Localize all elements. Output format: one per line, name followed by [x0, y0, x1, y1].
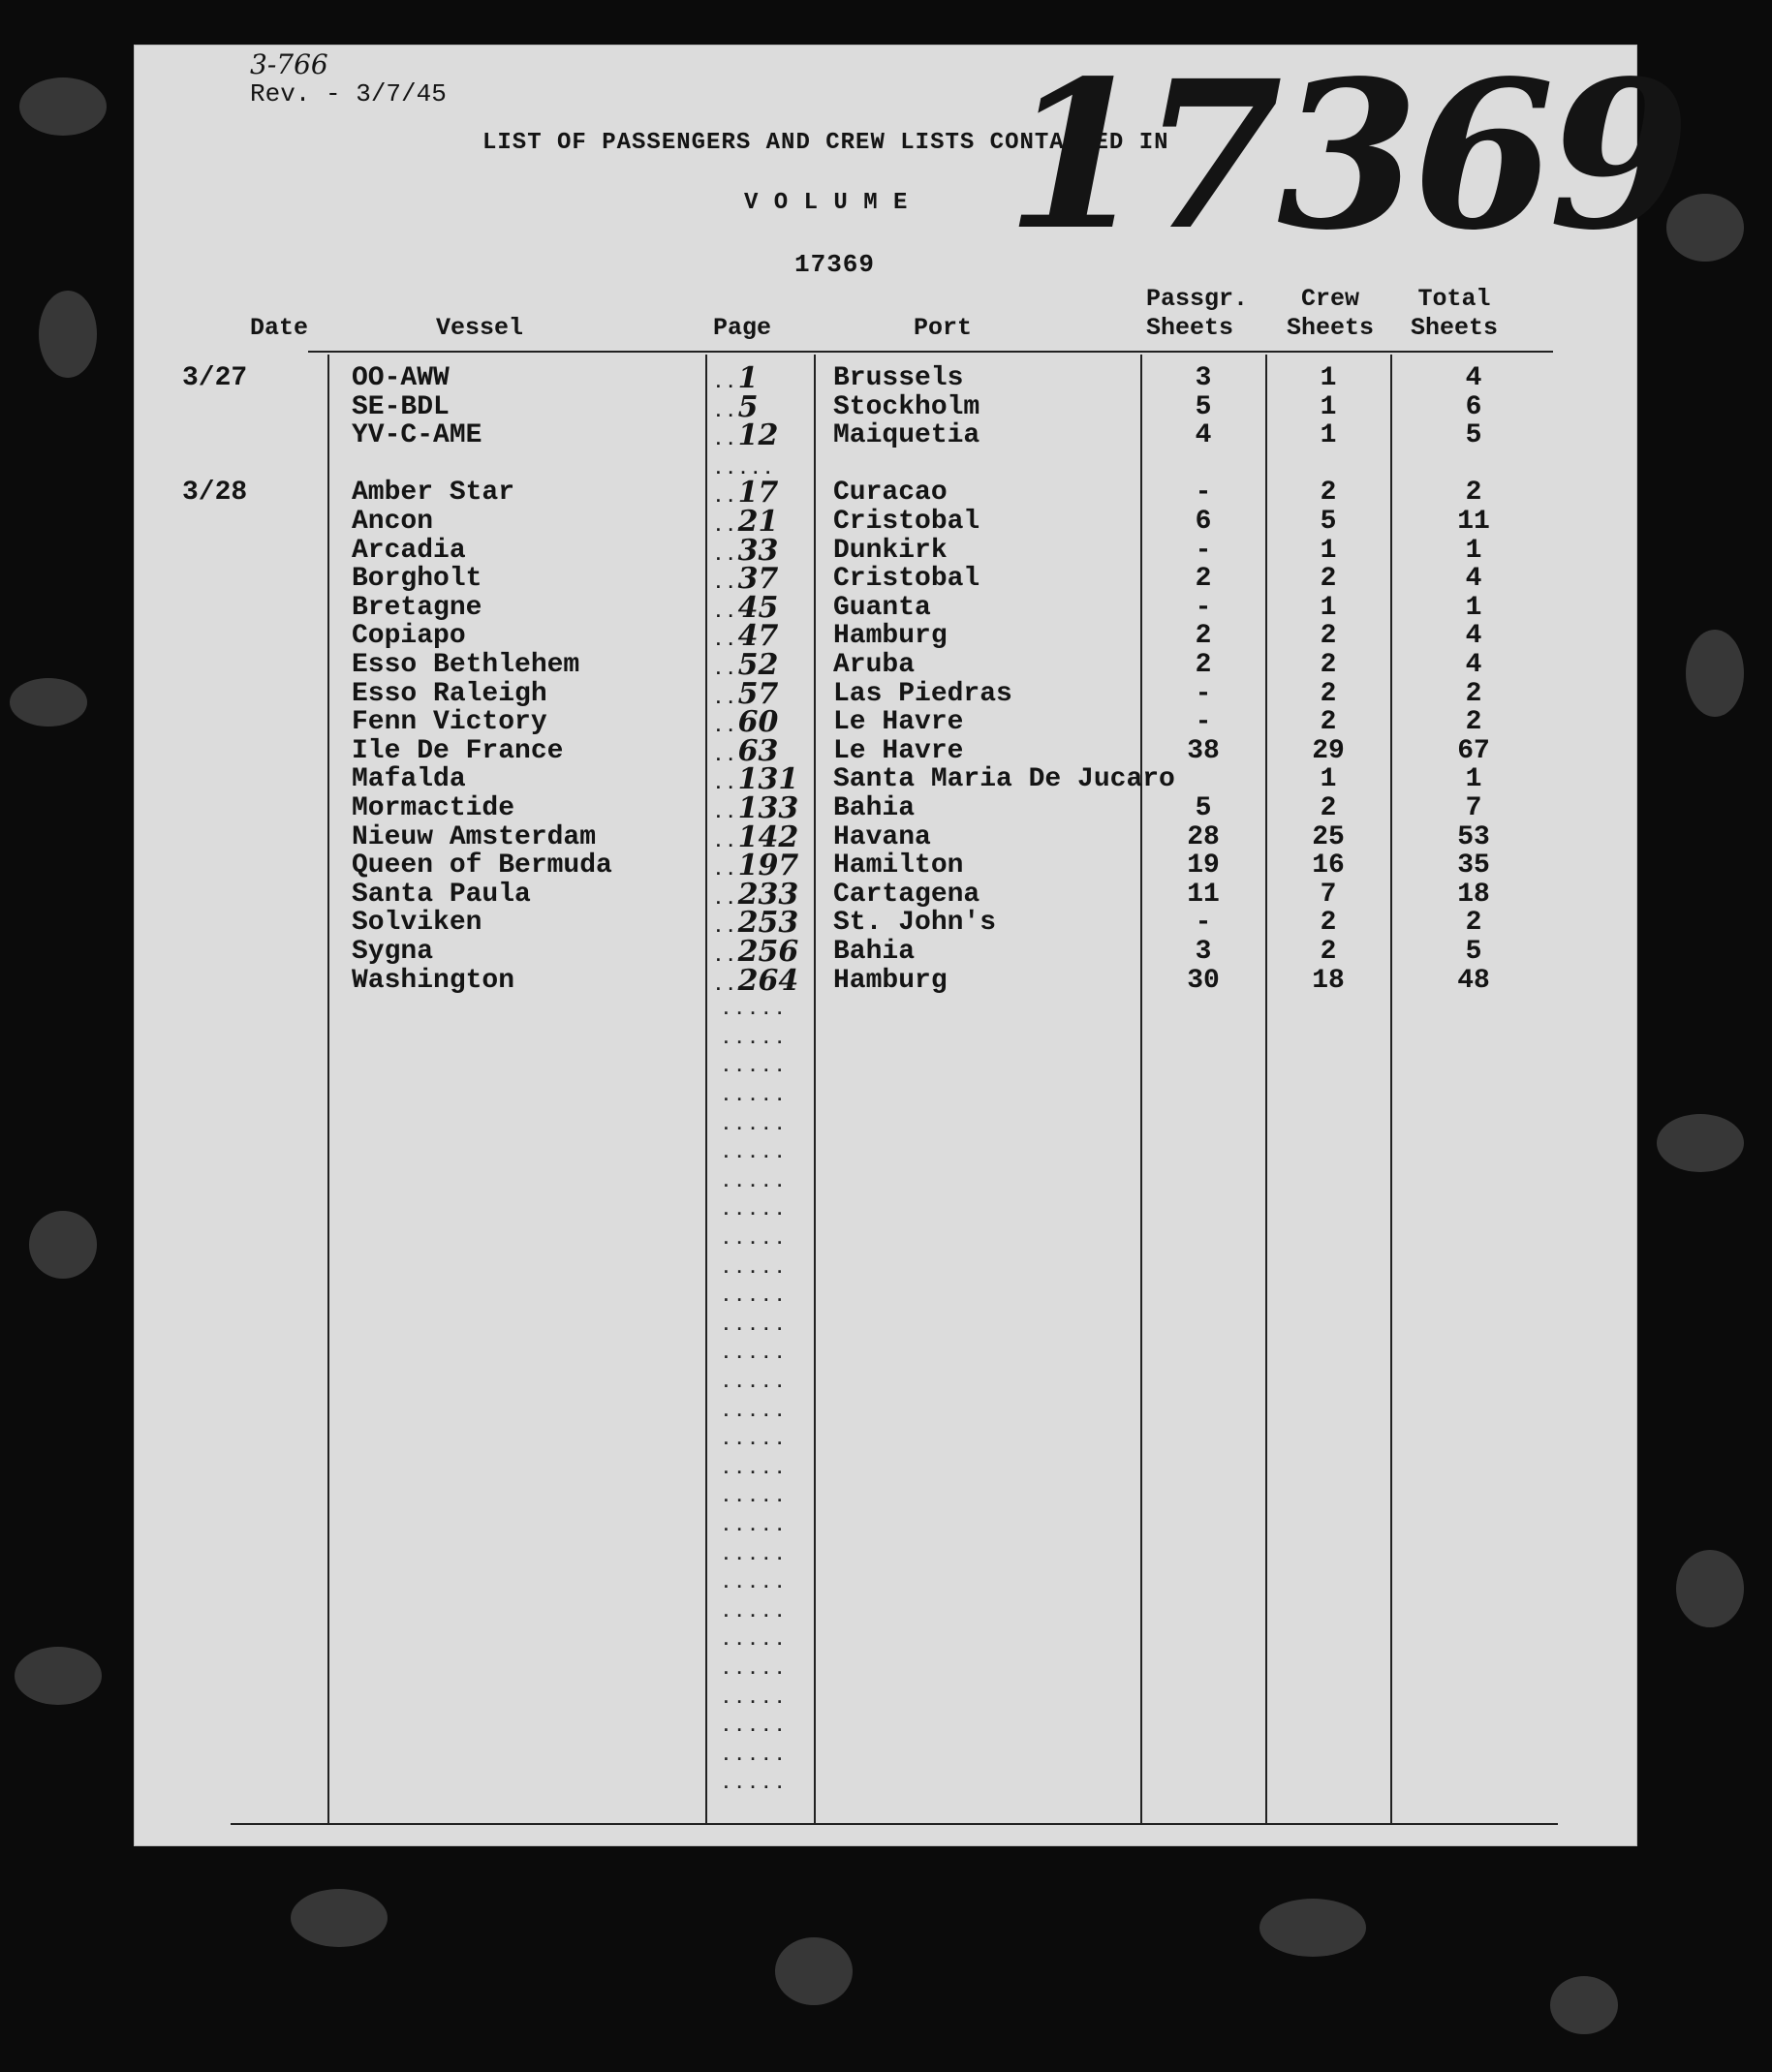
leader-dots: ..... [721, 1287, 789, 1308]
vessel-cell: Borgholt [352, 564, 482, 595]
crew-sheets-cell: 5 [1320, 507, 1337, 537]
page-number: 233 [737, 877, 799, 912]
crew-sheets-cell: 1 [1320, 363, 1337, 393]
vessel-page-divider [705, 355, 707, 1823]
leader-dots: .. [713, 661, 738, 680]
passenger-sheets-cell: 3 [1195, 363, 1212, 393]
port-cell: Dunkirk [833, 535, 948, 566]
leader-dots: ..... [721, 1717, 789, 1738]
leader-dots: ..... [721, 1574, 789, 1594]
leader-dots: ..... [721, 1631, 789, 1652]
port-cell: Le Havre [833, 707, 964, 738]
vessel-cell: Copiapo [352, 621, 466, 652]
date-vessel-divider [327, 355, 329, 1823]
page-number: 57 [737, 676, 779, 711]
leader-dots: ..... [721, 1775, 789, 1795]
total-sheets-cell: 1 [1465, 592, 1482, 623]
passenger-sheets-cell: 5 [1195, 793, 1212, 823]
total-sheets-cell: 2 [1465, 478, 1482, 509]
leader-dots: .. [713, 947, 738, 967]
total-sheets-cell: 4 [1465, 650, 1482, 680]
passenger-sheets-cell: - [1195, 908, 1212, 939]
port-cell: Hamburg [833, 621, 948, 652]
vessel-cell: Bretagne [352, 592, 482, 623]
leader-dots: ..... [721, 1688, 789, 1709]
crew-sheets-cell: 2 [1320, 678, 1337, 709]
page-port-divider [814, 355, 816, 1823]
passgr-crew-divider [1265, 355, 1267, 1823]
page-number: 142 [737, 820, 799, 854]
leader-dots: ..... [721, 1374, 789, 1393]
total-sheets-cell: 48 [1457, 965, 1490, 996]
total-sheets-cell: 6 [1465, 391, 1482, 422]
vessel-cell: Mormactide [352, 793, 515, 823]
port-cell: Cristobal [833, 507, 980, 537]
port-cell: Santa Maria De Jucaro [833, 764, 1175, 795]
leader-dots: .. [713, 775, 738, 795]
crew-total-divider [1390, 355, 1392, 1823]
port-cell: Stockholm [833, 391, 980, 422]
revision-date: Rev. - 3/7/45 [250, 79, 447, 108]
vessel-cell: Fenn Victory [352, 707, 547, 738]
leader-dots: .. [713, 804, 738, 823]
crew-sheets-cell: 2 [1320, 707, 1337, 738]
leader-dots: .. [713, 832, 738, 852]
page-number: 133 [737, 791, 799, 825]
total-sheets-cell: 5 [1465, 420, 1482, 451]
leader-dots: ..... [721, 1087, 789, 1106]
crew-sheets-cell: 2 [1320, 621, 1337, 652]
page-number: 131 [737, 762, 799, 797]
vessel-cell: Arcadia [352, 535, 466, 566]
crew-sheets-cell: 1 [1320, 764, 1337, 795]
total-sheets-cell: 35 [1457, 850, 1490, 881]
passenger-sheets-cell: 2 [1195, 650, 1212, 680]
page-title: LIST OF PASSENGERS AND CREW LISTS CONTAINED IN [482, 130, 1169, 156]
page-cell [713, 963, 799, 1002]
leader-dots: ..... [721, 1345, 789, 1365]
leader-dots: .. [713, 374, 738, 393]
leader-dots: ..... [721, 1545, 789, 1565]
leader-dots: ..... [721, 1029, 789, 1049]
leader-dots: .. [713, 746, 738, 766]
page-number: 264 [737, 963, 799, 998]
vessel-cell: Ancon [352, 507, 434, 537]
crew-sheets-cell: 1 [1320, 535, 1337, 566]
total-sheets-cell: 5 [1465, 937, 1482, 967]
port-cell: Cristobal [833, 564, 980, 595]
passenger-sheets-cell: 28 [1187, 821, 1220, 852]
total-sheets-cell: 2 [1465, 678, 1482, 709]
crew-sheets-cell: 2 [1320, 908, 1337, 939]
crew-sheets-cell: 1 [1320, 420, 1337, 451]
handwritten-volume-number: 17369 [1006, 36, 1685, 275]
total-sheets-cell: 2 [1465, 908, 1482, 939]
leader-dots: .. [713, 718, 738, 738]
leader-dots: ..... [713, 459, 776, 479]
vessel-cell: SE-BDL [352, 391, 450, 422]
total-sheets-cell: 4 [1465, 621, 1482, 652]
crew-sheets-cell: 16 [1312, 850, 1345, 881]
leader-dots: .. [713, 402, 738, 422]
volume-label: V O L U M E [744, 190, 909, 216]
column-header-total-sheets: Total Sheets [1411, 285, 1499, 342]
page-number: 21 [737, 505, 779, 539]
crew-sheets-cell: 18 [1312, 965, 1345, 996]
passenger-sheets-cell: 19 [1187, 850, 1220, 881]
total-sheets-cell: 18 [1457, 879, 1490, 910]
total-sheets-cell: 7 [1465, 793, 1482, 823]
leader-dots: ..... [721, 1459, 789, 1479]
total-sheets-cell: 1 [1465, 764, 1482, 795]
passenger-sheets-cell: 38 [1187, 735, 1220, 766]
leader-dots: ..... [721, 1746, 789, 1766]
leader-dots: ..... [721, 1431, 789, 1451]
leader-dots: .. [713, 431, 738, 451]
vessel-cell: Santa Paula [352, 879, 531, 910]
port-cell: St. John's [833, 908, 997, 939]
leader-dots: ..... [721, 1115, 789, 1135]
port-cell: Havana [833, 821, 931, 852]
total-sheets-cell: 2 [1465, 707, 1482, 738]
crew-sheets-cell: 1 [1320, 391, 1337, 422]
page-number: 45 [737, 590, 779, 625]
column-header-vessel: Vessel [436, 314, 524, 342]
column-header-passenger-sheets: Passgr. Sheets [1146, 285, 1249, 342]
vessel-cell: Esso Bethlehem [352, 650, 580, 680]
leader-dots: ..... [721, 1172, 789, 1192]
passenger-sheets-cell: 2 [1195, 564, 1212, 595]
page-number: 197 [737, 849, 799, 883]
port-cell: Las Piedras [833, 678, 1012, 709]
vessel-cell: Mafalda [352, 764, 466, 795]
leader-dots: ..... [721, 1315, 789, 1336]
leader-dots: .. [713, 574, 738, 595]
port-cell: Bahia [833, 937, 916, 967]
port-cell: Curacao [833, 478, 948, 509]
port-cell: Cartagena [833, 879, 980, 910]
port-cell: Hamilton [833, 850, 964, 881]
leader-dots: .. [713, 603, 738, 623]
vessel-cell: Washington [352, 965, 515, 996]
total-sheets-cell: 4 [1465, 363, 1482, 393]
leader-dots: .. [713, 517, 738, 537]
passenger-sheets-cell: 2 [1195, 621, 1212, 652]
passenger-sheets-cell: 4 [1195, 420, 1212, 451]
total-sheets-cell: 1 [1465, 535, 1482, 566]
leader-dots: ..... [721, 1402, 789, 1422]
page-number: 12 [737, 418, 779, 453]
crew-sheets-cell: 2 [1320, 564, 1337, 595]
column-header-page: Page [713, 314, 772, 342]
vessel-cell: Esso Raleigh [352, 678, 547, 709]
page-number: 1 [737, 361, 759, 395]
passenger-sheets-cell: 3 [1195, 937, 1212, 967]
page-number: 256 [737, 935, 799, 969]
leader-dots: .. [713, 545, 738, 566]
passenger-sheets-cell: - [1195, 707, 1212, 738]
leader-dots: ..... [721, 1001, 789, 1021]
volume-number: 17369 [794, 250, 876, 279]
vessel-cell: Amber Star [352, 478, 515, 509]
passenger-sheets-cell: 30 [1187, 965, 1220, 996]
footer-rule [231, 1823, 1558, 1825]
total-sheets-cell: 11 [1457, 507, 1490, 537]
crew-sheets-cell: 7 [1320, 879, 1337, 910]
port-cell: Aruba [833, 650, 916, 680]
page-number: 60 [737, 705, 779, 740]
total-sheets-cell: 67 [1457, 735, 1490, 766]
passenger-sheets-cell: 5 [1195, 391, 1212, 422]
total-sheets-cell: 53 [1457, 821, 1490, 852]
column-header-port: Port [914, 314, 973, 342]
page-number: 5 [737, 389, 759, 424]
leader-dots: ..... [721, 1258, 789, 1279]
leader-dots: ..... [721, 1230, 789, 1250]
page-number: 17 [737, 476, 779, 510]
crew-sheets-cell: 1 [1320, 592, 1337, 623]
date-cell: 3/28 [182, 478, 248, 509]
leader-dots: ..... [721, 1058, 789, 1078]
header-rule [308, 351, 1553, 353]
column-header-date: Date [250, 314, 309, 342]
leader-dots: ..... [721, 1201, 789, 1222]
vessel-cell: Queen of Bermuda [352, 850, 612, 881]
page-number: 52 [737, 648, 779, 682]
passenger-sheets-cell: - [1195, 478, 1212, 509]
page-number: 37 [737, 562, 779, 597]
port-cell: Le Havre [833, 735, 964, 766]
column-header-crew-sheets: Crew Sheets [1287, 285, 1375, 342]
passenger-sheets-cell: - [1195, 678, 1212, 709]
leader-dots: .. [713, 861, 738, 881]
page-number: 33 [737, 533, 779, 568]
port-cell: Hamburg [833, 965, 948, 996]
page-number: 253 [737, 906, 799, 941]
leader-dots: ..... [721, 1517, 789, 1536]
form-number: 3-766 [250, 48, 328, 80]
leader-dots: ..... [721, 1660, 789, 1680]
crew-sheets-cell: 29 [1312, 735, 1345, 766]
crew-sheets-cell: 25 [1312, 821, 1345, 852]
port-passgr-divider [1140, 355, 1142, 1823]
page-number: 47 [737, 619, 779, 654]
vessel-cell: Nieuw Amsterdam [352, 821, 597, 852]
vessel-cell: Sygna [352, 937, 434, 967]
crew-sheets-cell: 2 [1320, 793, 1337, 823]
leader-dots: .. [713, 889, 738, 910]
passenger-sheets-cell: - [1195, 592, 1212, 623]
page-number: 63 [737, 733, 779, 768]
port-cell: Maiquetia [833, 420, 980, 451]
leader-dots: ..... [721, 1144, 789, 1164]
leader-dots: ..... [721, 1488, 789, 1508]
vessel-cell: Ile De France [352, 735, 564, 766]
vessel-cell: YV-C-AME [352, 420, 482, 451]
date-cell: 3/27 [182, 363, 248, 393]
crew-sheets-cell: 2 [1320, 937, 1337, 967]
vessel-cell: Solviken [352, 908, 482, 939]
passenger-sheets-cell: - [1195, 535, 1212, 566]
document-page [134, 36, 1685, 1846]
leader-dots: .. [713, 488, 738, 509]
port-cell: Brussels [833, 363, 964, 393]
total-sheets-cell: 4 [1465, 564, 1482, 595]
passenger-sheets-cell: 6 [1195, 507, 1212, 537]
crew-sheets-cell: 2 [1320, 650, 1337, 680]
port-cell: Guanta [833, 592, 931, 623]
vessel-cell: OO-AWW [352, 363, 450, 393]
leader-dots: .. [713, 918, 738, 939]
passenger-sheets-cell: 11 [1187, 879, 1220, 910]
leader-dots: .. [713, 689, 738, 709]
leader-dots: .. [713, 975, 738, 996]
leader-dots: ..... [721, 1602, 789, 1623]
port-cell: Bahia [833, 793, 916, 823]
crew-sheets-cell: 2 [1320, 478, 1337, 509]
leader-dots: .. [713, 632, 738, 652]
